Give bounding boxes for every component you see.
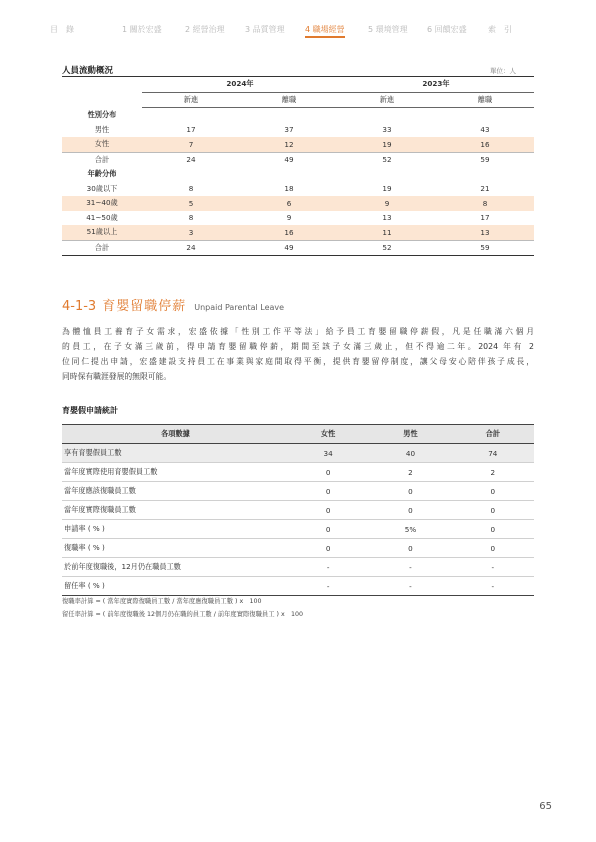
value-cell: 16 [240,225,338,240]
section-title: 育嬰留職停薪 [102,299,187,314]
corner-cell [62,92,142,108]
empty-cell [436,167,534,182]
parental-leave-table [62,424,534,596]
value-cell: 0 [287,501,369,520]
section-subtitle: Unpaid Parental Leave [194,303,285,312]
value-cell: - [287,558,369,577]
value-cell: 8 [436,196,534,211]
value-cell: 0 [369,501,451,520]
value-cell: 52 [338,240,436,256]
value-cell: 49 [240,152,338,167]
turnover-table-title: 人員流動概況 [62,66,114,76]
nav-item[interactable]: 1 關於宏盛 [122,25,162,34]
corner-cell [62,77,142,93]
row-label: 31~40歲 [62,196,142,211]
value-cell: - [452,558,534,577]
year-header: 2023年 [338,77,534,93]
table-row [62,211,534,226]
value-cell: 2 [452,463,534,482]
value-cell: 5% [369,520,451,539]
row-label: 30歲以下 [86,183,118,193]
nav-item[interactable]: 索 引 [488,25,512,34]
table-row [62,577,534,596]
value-cell: 21 [480,184,490,194]
table-row [62,463,534,482]
table-row [62,225,534,240]
value-cell: 0 [369,539,451,558]
column-header: 合計 [452,425,534,444]
empty-cell [240,108,338,123]
value-cell: 19 [382,184,392,194]
turnover-table-unit: 單位：人 [490,67,516,75]
group-label: 年齡分佈 [87,169,117,179]
table-row [62,196,534,211]
paragraph-line: 位同仁提出申請，宏盛建設支持員工在事業與家庭間取得平衡，提供育嬰留停制度，讓父母安心陪伴孩子成長， [62,357,534,366]
value-cell: 33 [382,125,392,135]
row-label: 男性 [94,124,110,134]
row-label: 於前年度復職後，12月仍在職員工數 [62,558,287,577]
column-header: 新進 [142,92,240,108]
top-navigation [50,24,556,38]
footnote-reinstatement-rate: 復職率計算 = ( 當年度實際復職員工數 / 當年度應復職員工數 ) x 100 [62,598,262,605]
nav-item[interactable]: 3 品質管理 [245,25,285,34]
row-label: 申請率 ( % ) [62,520,287,539]
value-cell: 24 [142,152,240,167]
group-label: 性別分布 [87,110,117,119]
table-row [62,501,534,520]
body-paragraph [62,324,534,384]
nav-item[interactable]: 2 經營治理 [185,25,225,34]
value-cell: 0 [287,520,369,539]
value-cell: 7 [142,137,240,152]
value-cell: 19 [338,137,436,152]
value-cell: 0 [452,520,534,539]
value-cell: 59 [436,240,534,256]
table-row [62,123,534,138]
table-row [62,520,534,539]
value-cell: 11 [338,225,436,240]
value-cell: 37 [284,125,294,135]
year-header-row [62,77,534,93]
empty-cell [338,108,436,123]
value-cell: 9 [338,196,436,211]
row-label: 留任率 ( % ) [62,577,287,596]
value-cell: 0 [287,463,369,482]
footnote-retention-rate: 留任率計算 = ( 前年度復職後 12個月仍在職的員工數 / 前年度實際復職員工 ) x 100 [62,611,303,618]
value-cell: 0 [452,482,534,501]
value-cell: 0 [452,501,534,520]
table-row [62,539,534,558]
table-row [62,137,534,152]
row-label: 當年度實際使用育嬰假員工數 [62,463,287,482]
nav-item[interactable]: 目 錄 [50,25,74,34]
value-cell: 18 [284,184,294,194]
page-number: 65 [539,801,552,812]
value-cell: 0 [287,482,369,501]
value-cell: - [369,577,451,596]
value-cell: 8 [188,184,194,194]
value-cell: - [287,577,369,596]
value-cell: 5 [142,196,240,211]
value-cell: 3 [142,225,240,240]
total-row [62,152,534,167]
section-number: 4-1-3 [62,299,97,314]
value-cell: 74 [452,444,534,463]
row-label: 當年度實際復職員工數 [62,501,287,520]
section-heading [62,295,284,314]
value-cell: 40 [369,444,451,463]
column-header: 女性 [287,425,369,444]
value-cell: 13 [436,225,534,240]
value-cell: 34 [287,444,369,463]
nav-item[interactable]: 6 回饋宏盛 [427,25,467,34]
row-label: 合計 [62,240,142,256]
table-row [62,444,534,463]
value-cell: 8 [188,213,194,223]
value-cell: - [369,558,451,577]
empty-cell [142,108,240,123]
row-label: 女性 [62,137,142,152]
row-label: 復職率 ( % ) [62,539,287,558]
empty-cell [436,108,534,123]
table-row [62,482,534,501]
empty-cell [142,167,240,182]
nav-item[interactable]: 5 環境管理 [368,25,408,34]
value-cell: 0 [287,539,369,558]
table-row [62,558,534,577]
value-cell: 52 [338,152,436,167]
value-cell: 0 [369,482,451,501]
value-cell: 13 [382,213,392,223]
value-cell: 17 [186,125,196,135]
column-header: 男性 [369,425,451,444]
value-cell: 17 [480,213,490,223]
value-cell: 59 [436,152,534,167]
group-row [62,167,534,182]
total-row [62,240,534,256]
column-header: 離職 [436,92,534,108]
column-header: 新進 [338,92,436,108]
table-row [62,182,534,197]
turnover-table [62,76,534,256]
value-cell: 2 [369,463,451,482]
row-label: 51歲以上 [62,225,142,240]
row-label: 當年度應該復職員工數 [62,482,287,501]
year-header: 2024年 [142,77,338,93]
column-header-row [62,92,534,108]
paragraph-line: 為體恤員工養育子女需求，宏盛依據「性別工作平等法」給予員工育嬰留職停薪假，凡是任職滿六個月 [62,327,534,336]
row-label: 合計 [62,152,142,167]
group-row [62,108,534,123]
header-row [62,425,534,444]
value-cell: 12 [240,137,338,152]
empty-cell [338,167,436,182]
value-cell: 49 [240,240,338,256]
leave-table-title: 育嬰假申請統計 [62,406,118,415]
row-label: 享有育嬰假員工數 [62,444,287,463]
column-header: 各項數據 [62,425,287,444]
value-cell: 9 [286,213,292,223]
paragraph-line: 同時保有職涯發展的無限可能。 [62,372,172,381]
empty-cell [240,167,338,182]
value-cell: 16 [436,137,534,152]
value-cell: 0 [452,539,534,558]
value-cell: 6 [240,196,338,211]
value-cell: - [452,577,534,596]
row-label: 41~50歲 [86,212,118,222]
paragraph-line: 的員工，在子女滿三歲前，得申請育嬰留職停薪，期間至該子女滿三歲止，但不得逾二年。2024 年有 2 [62,342,534,351]
value-cell: 24 [142,240,240,256]
value-cell: 43 [480,125,490,135]
column-header: 離職 [240,92,338,108]
nav-item[interactable]: 4 職場經營 [305,24,345,38]
